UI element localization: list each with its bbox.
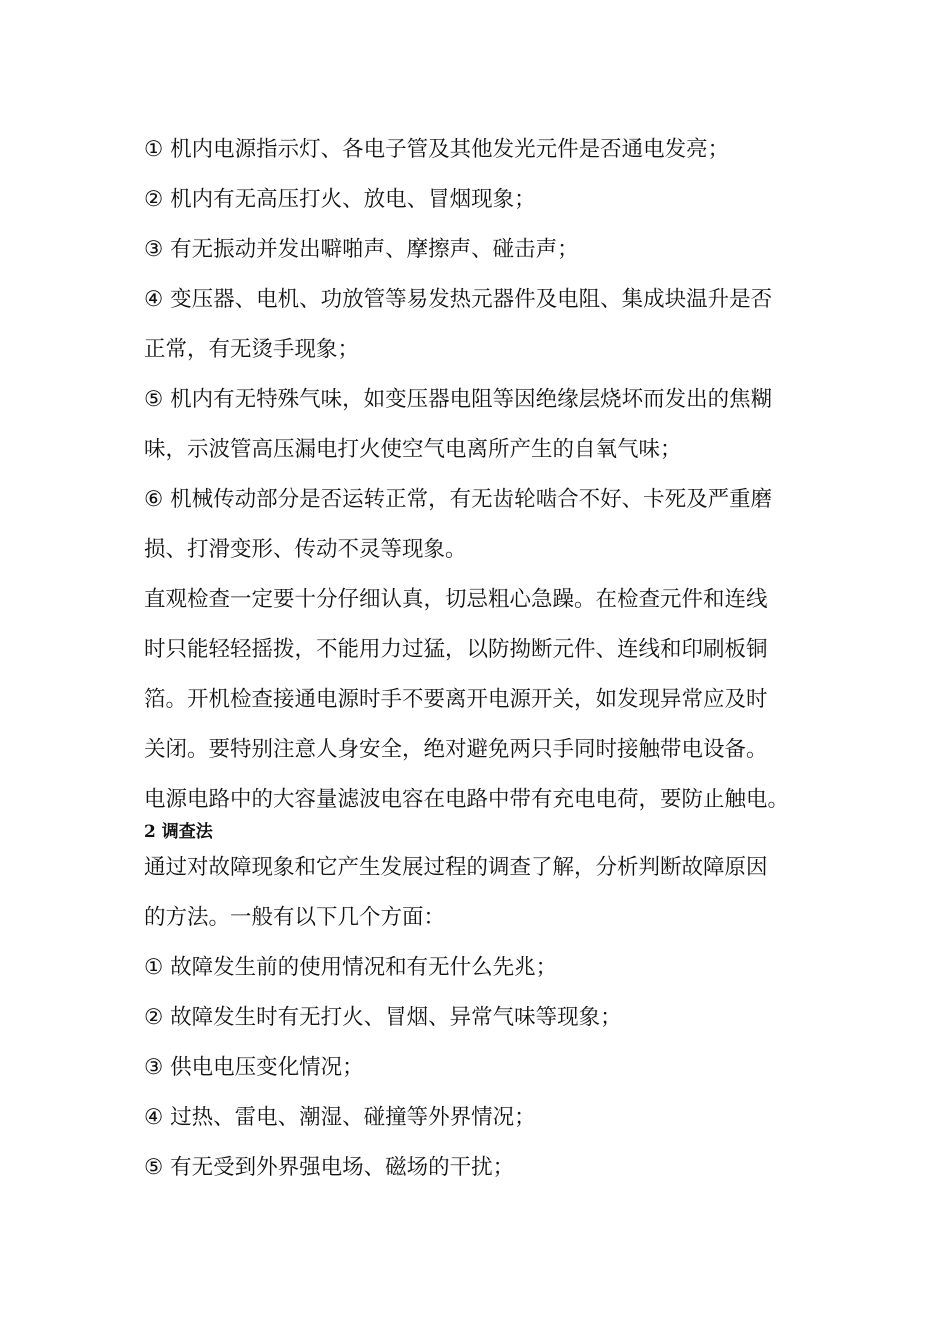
text-line: ① 故障发生前的使用情况和有无什么先兆； bbox=[144, 955, 558, 980]
text-line: ⑥ 机械传动部分是否运转正常，有无齿轮啮合不好、卡死及严重磨 bbox=[144, 487, 773, 512]
text-line: 通过对故障现象和它产生发展过程的调查了解，分析判断故障原因 bbox=[144, 855, 768, 880]
document-body bbox=[144, 125, 814, 1193]
text-line: ⑤ 机内有无特殊气味，如变压器电阻等因绝缘层烧坏而发出的焦糊 bbox=[144, 387, 773, 412]
text-line: 关闭。要特别注意人身安全，绝对避免两只手同时接触带电设备。 bbox=[144, 737, 768, 762]
text-line: ⑤ 有无受到外界强电场、磁场的干扰； bbox=[144, 1155, 515, 1180]
text-line: 损、打滑变形、传动不灵等现象。 bbox=[144, 537, 467, 562]
text-line: 的方法。一般有以下几个方面： bbox=[144, 905, 446, 930]
text-line: ③ 有无振动并发出噼啪声、摩擦声、碰击声； bbox=[144, 237, 579, 262]
text-line: ④ 变压器、电机、功放管等易发热元器件及电阻、集成块温升是否 bbox=[144, 287, 773, 312]
text-line: 电源电路中的大容量滤波电容在电路中带有充电电荷，要防止触电。 bbox=[144, 787, 790, 812]
section-heading: 2 调查法 bbox=[144, 822, 213, 842]
text-line: 正常，有无烫手现象； bbox=[144, 337, 360, 362]
text-line: ② 故障发生时有无打火、冒烟、异常气味等现象； bbox=[144, 1005, 622, 1030]
text-line: ② 机内有无高压打火、放电、冒烟现象； bbox=[144, 187, 536, 212]
text-line: 直观检查一定要十分仔细认真，切忌粗心急躁。在检查元件和连线 bbox=[144, 587, 768, 612]
text-line: 箔。开机检查接通电源时手不要离开电源开关，如发现异常应及时 bbox=[144, 687, 768, 712]
text-line: 时只能轻轻摇拨，不能用力过猛，以防拗断元件、连线和印刷板铜 bbox=[144, 637, 768, 662]
text-line: 味，示波管高压漏电打火使空气电离所产生的自氧气味； bbox=[144, 437, 682, 462]
text-line: ③ 供电电压变化情况； bbox=[144, 1055, 364, 1080]
text-line: ④ 过热、雷电、潮湿、碰撞等外界情况； bbox=[144, 1105, 536, 1130]
text-line: ① 机内电源指示灯、各电子管及其他发光元件是否通电发亮； bbox=[144, 137, 730, 162]
